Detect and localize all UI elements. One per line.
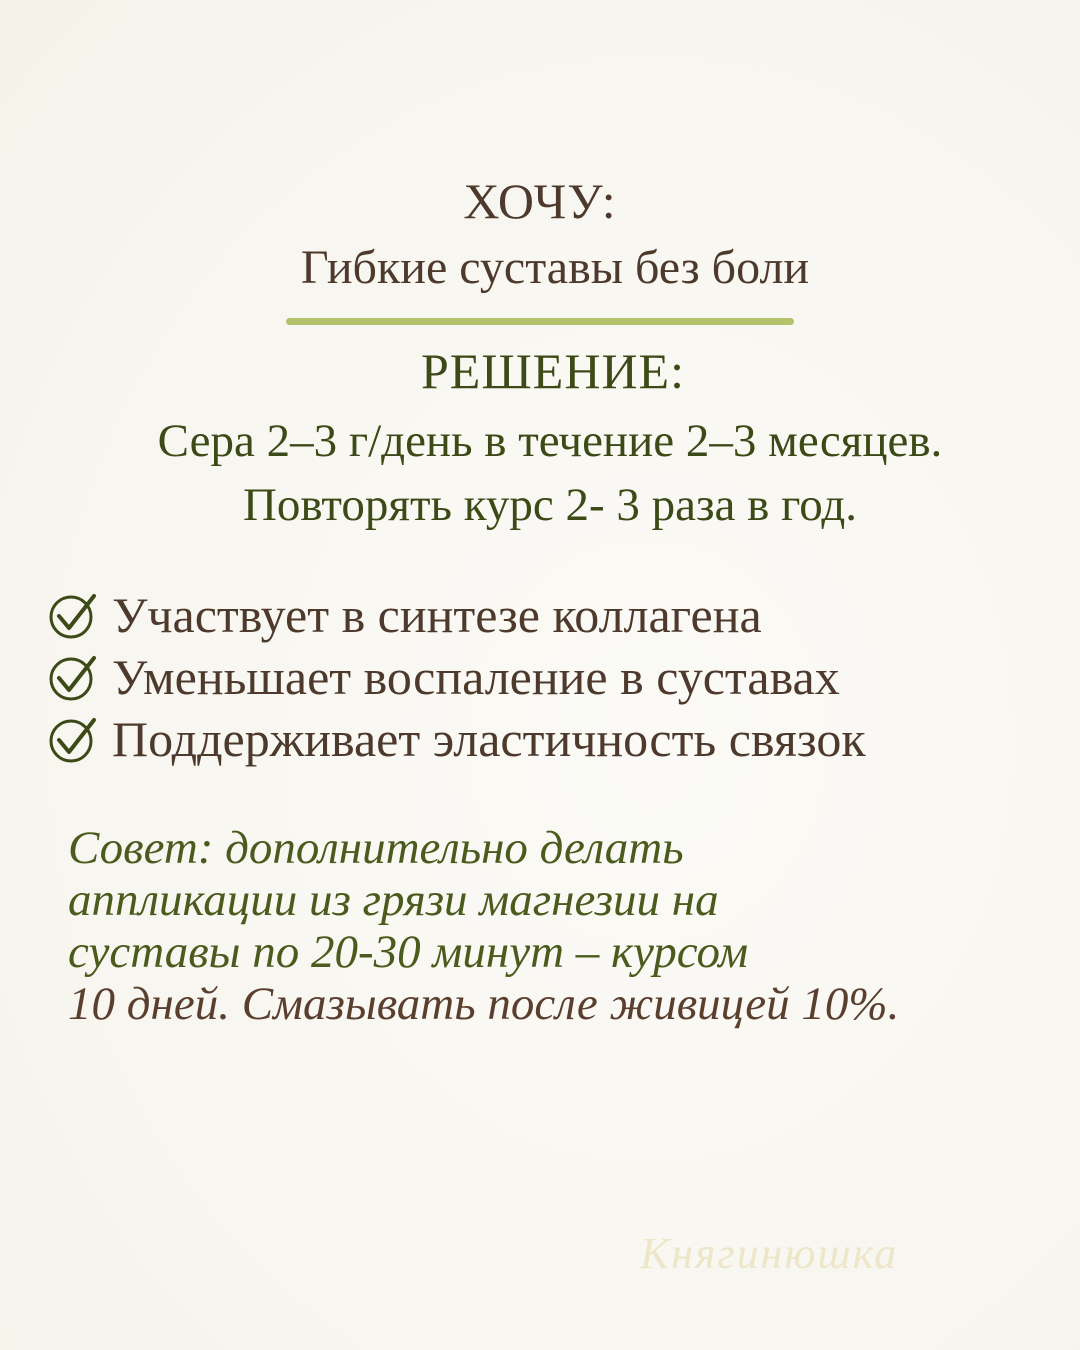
check-circle-icon — [46, 588, 100, 642]
benefits-list — [46, 584, 1066, 770]
want-text: Гибкие суставы без боли — [300, 241, 810, 294]
benefit-text: Поддерживает эластичность связок — [112, 711, 866, 767]
list-item — [46, 708, 1066, 770]
solution-heading: РЕШЕНИЕ: — [421, 343, 685, 399]
want-heading: ХОЧУ: — [463, 173, 617, 229]
signature-watermark: Княгинюшка — [640, 1229, 899, 1278]
advice-line: Совет: дополнительно делать — [68, 822, 684, 874]
divider — [286, 318, 794, 325]
list-item — [46, 584, 1066, 646]
benefit-text: Участвует в синтезе коллагена — [112, 587, 762, 643]
solution-dosage: Сера 2–3 г/день в течение 2–3 месяцев. — [157, 415, 943, 467]
advice-line: 10 дней. Смазывать после живицей 10%. — [68, 978, 900, 1030]
check-circle-icon — [46, 650, 100, 704]
list-item — [46, 646, 1066, 708]
check-circle-icon — [46, 712, 100, 766]
advice-line: суставы по 20-30 минут – курсом — [68, 926, 749, 978]
advice-line: аппликации из грязи магнезии на — [68, 874, 719, 926]
benefit-text: Уменьшает воспаление в суставах — [112, 649, 840, 705]
advice-text — [68, 822, 1048, 1030]
solution-repeat: Повторять курс 2- 3 раза в год. — [242, 479, 858, 531]
